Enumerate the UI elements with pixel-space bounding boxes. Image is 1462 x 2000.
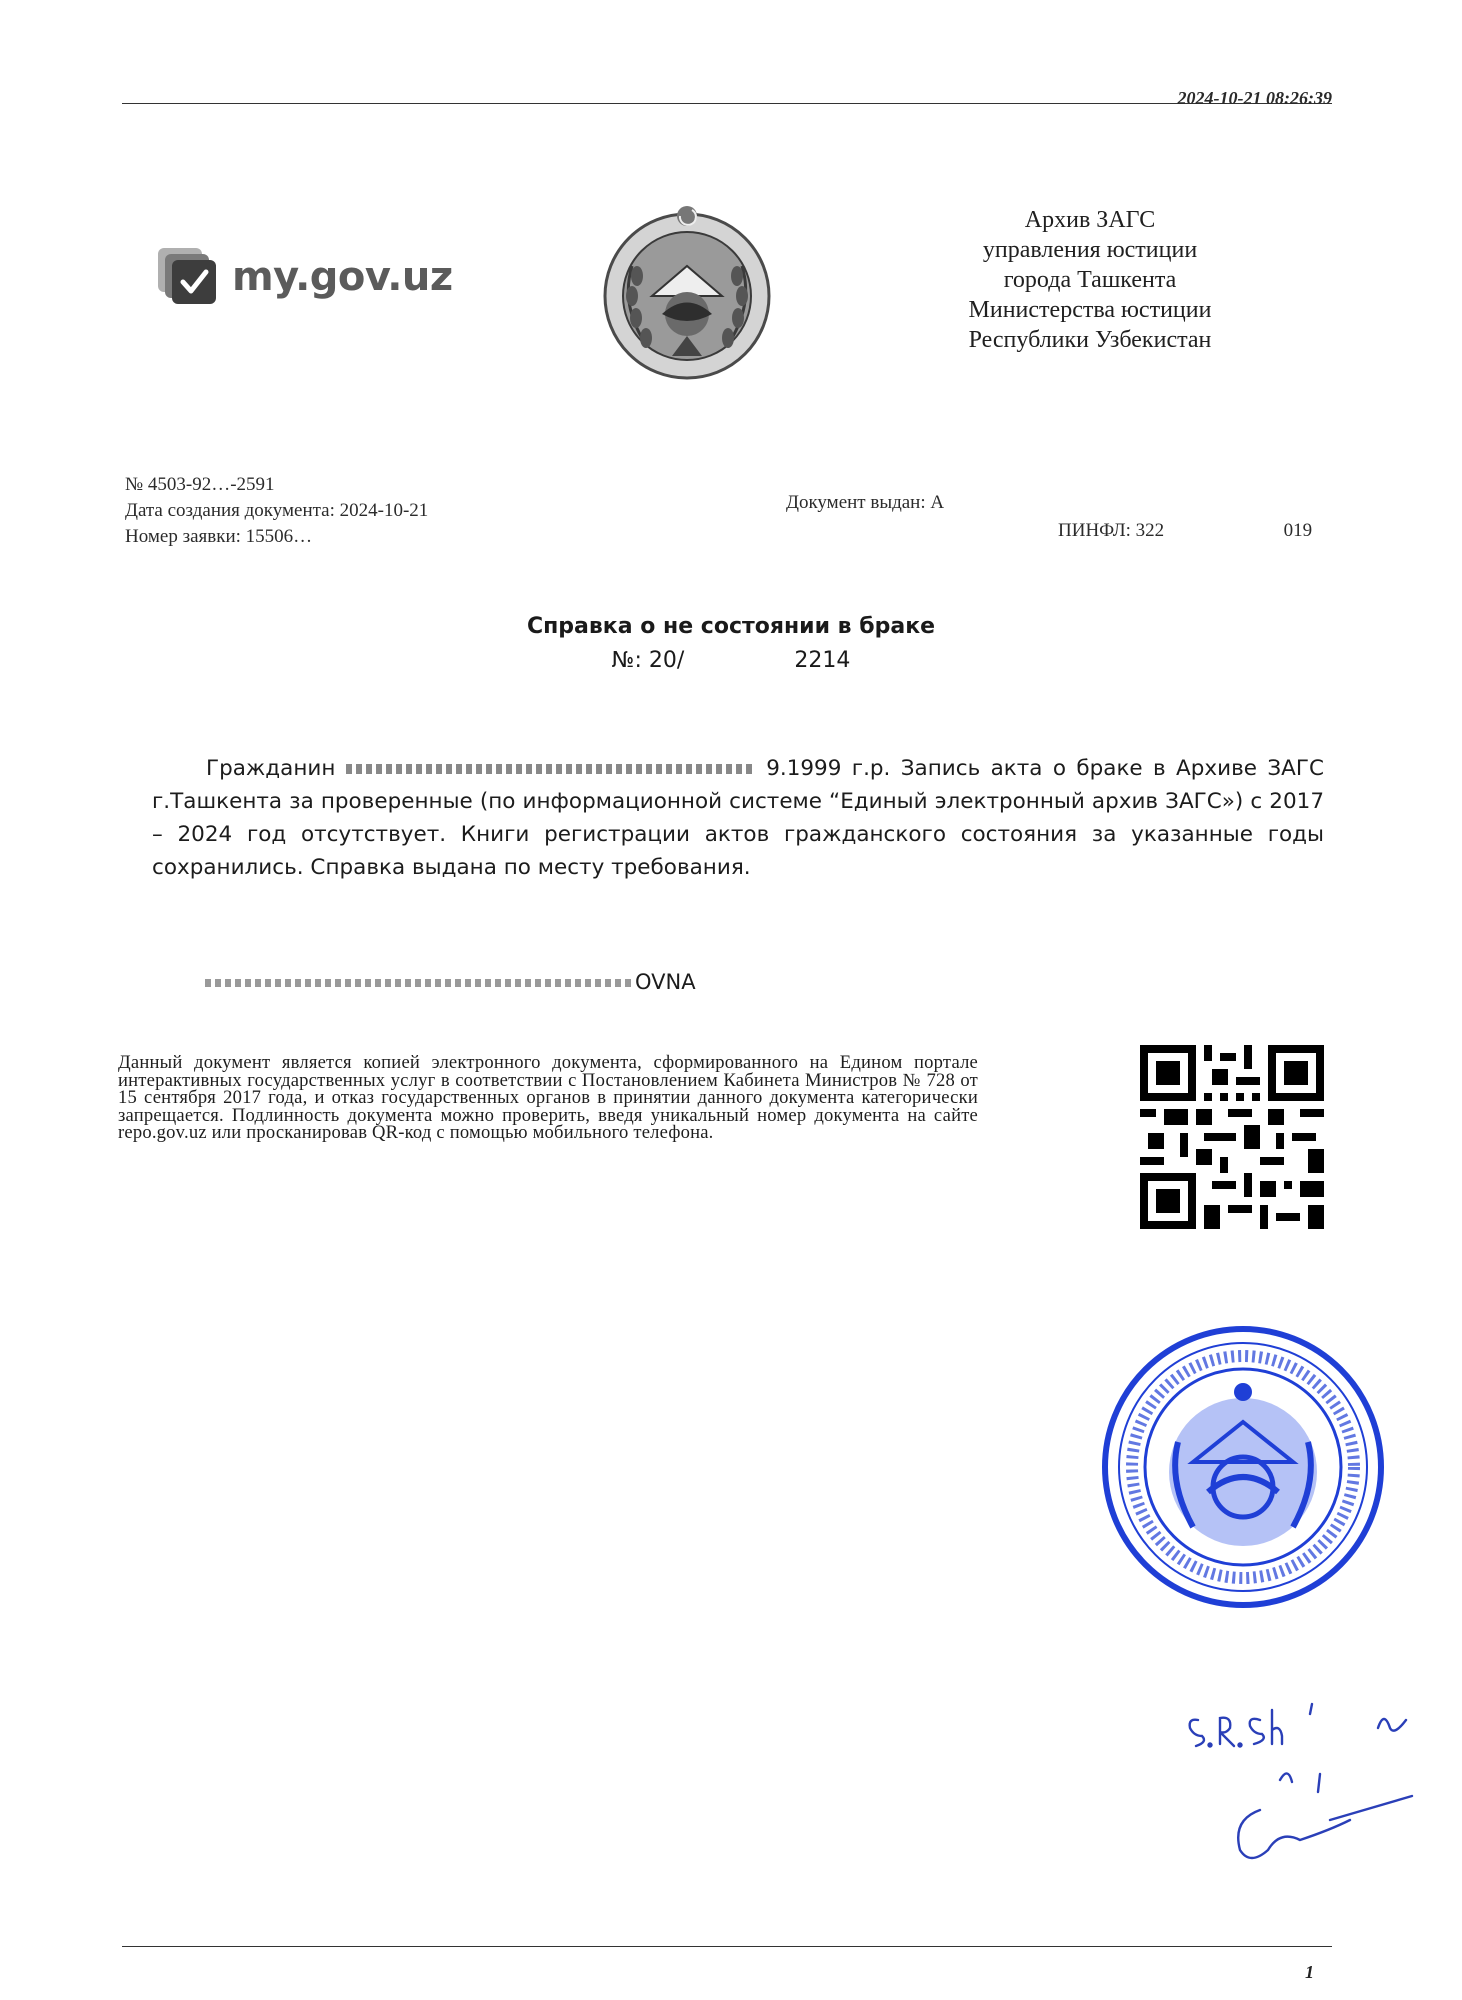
issuing-authority [930,205,1250,355]
signer-tail: OVNA [635,970,696,994]
creation-date: Дата создания документа: 2024-10-21 [125,500,429,521]
footer-rule [122,1946,1332,1947]
mygov-logo [158,248,453,306]
redaction [346,764,756,774]
legal-disclaimer: Данный документ является копией электронного документа, сформированного на Едином портале интерактивных государственных услуг в соответствии с Постановлением Кабинета Министров № 728 от 15 сентября 2017 года, и отказ государственных органов в принятии данного документа категорически запрещается. Подлинность документа можно проверить, введя уникальный номер документа на сайте repo.gov.uz или просканировав QR-код с помощью мобильного телефона. [118,1052,978,1144]
redaction [691,653,787,669]
logo-text: my.gov.uz [232,254,453,300]
authority-line: Архив ЗАГС [1024,207,1156,233]
number-suffix: 2214 [794,648,851,673]
document-meta [125,472,428,550]
round-seal-icon [1098,1322,1388,1617]
certificate-body [152,752,1324,884]
authority-line: Министерства юстиции [968,297,1212,323]
redaction [1169,524,1279,540]
redaction [205,979,635,987]
authority-line: управления юстиции [982,237,1198,263]
request-number: Номер заявки: 15506… [125,526,313,547]
pinfl [1058,518,1312,544]
document-title: Справка о не состоянии в браке [526,614,936,639]
state-emblem-icon [592,196,782,391]
handwritten-signature [1180,1700,1420,1885]
qr-code-icon [1140,1045,1324,1234]
issued-to: Документ выдан: А [786,492,945,513]
certificate-number [0,648,1462,673]
document-id: № 4503-92…-2591 [125,474,275,495]
header-rule [122,103,1332,104]
body-text: 9.1999 г.р. Запись акта о браке в Архиве ЗАГС г.Ташкента за проверенные (по информационной системе “Единый электронный архив ЗАГС») с 2017 – 2024 год отсутствует. Книги регистрации актов гражданского состояния за указанные годы сохранились. Справка выдана по месту требования. [152,756,1324,880]
checkmark-icon [158,248,220,306]
authority-line: Республики Узбекистан [968,327,1212,353]
pinfl-suffix: 019 [1283,520,1313,541]
number-prefix: №: 20/ [611,648,685,673]
pinfl-prefix: ПИНФЛ: 322 [1058,520,1165,541]
authority-line: города Ташкента [1003,267,1177,293]
page-number: 1 [1305,1962,1314,1982]
timestamp: 2024-10-21 08:26:39 [1177,88,1332,108]
body-lead: Гражданин [206,756,336,781]
signer-name [205,970,696,994]
